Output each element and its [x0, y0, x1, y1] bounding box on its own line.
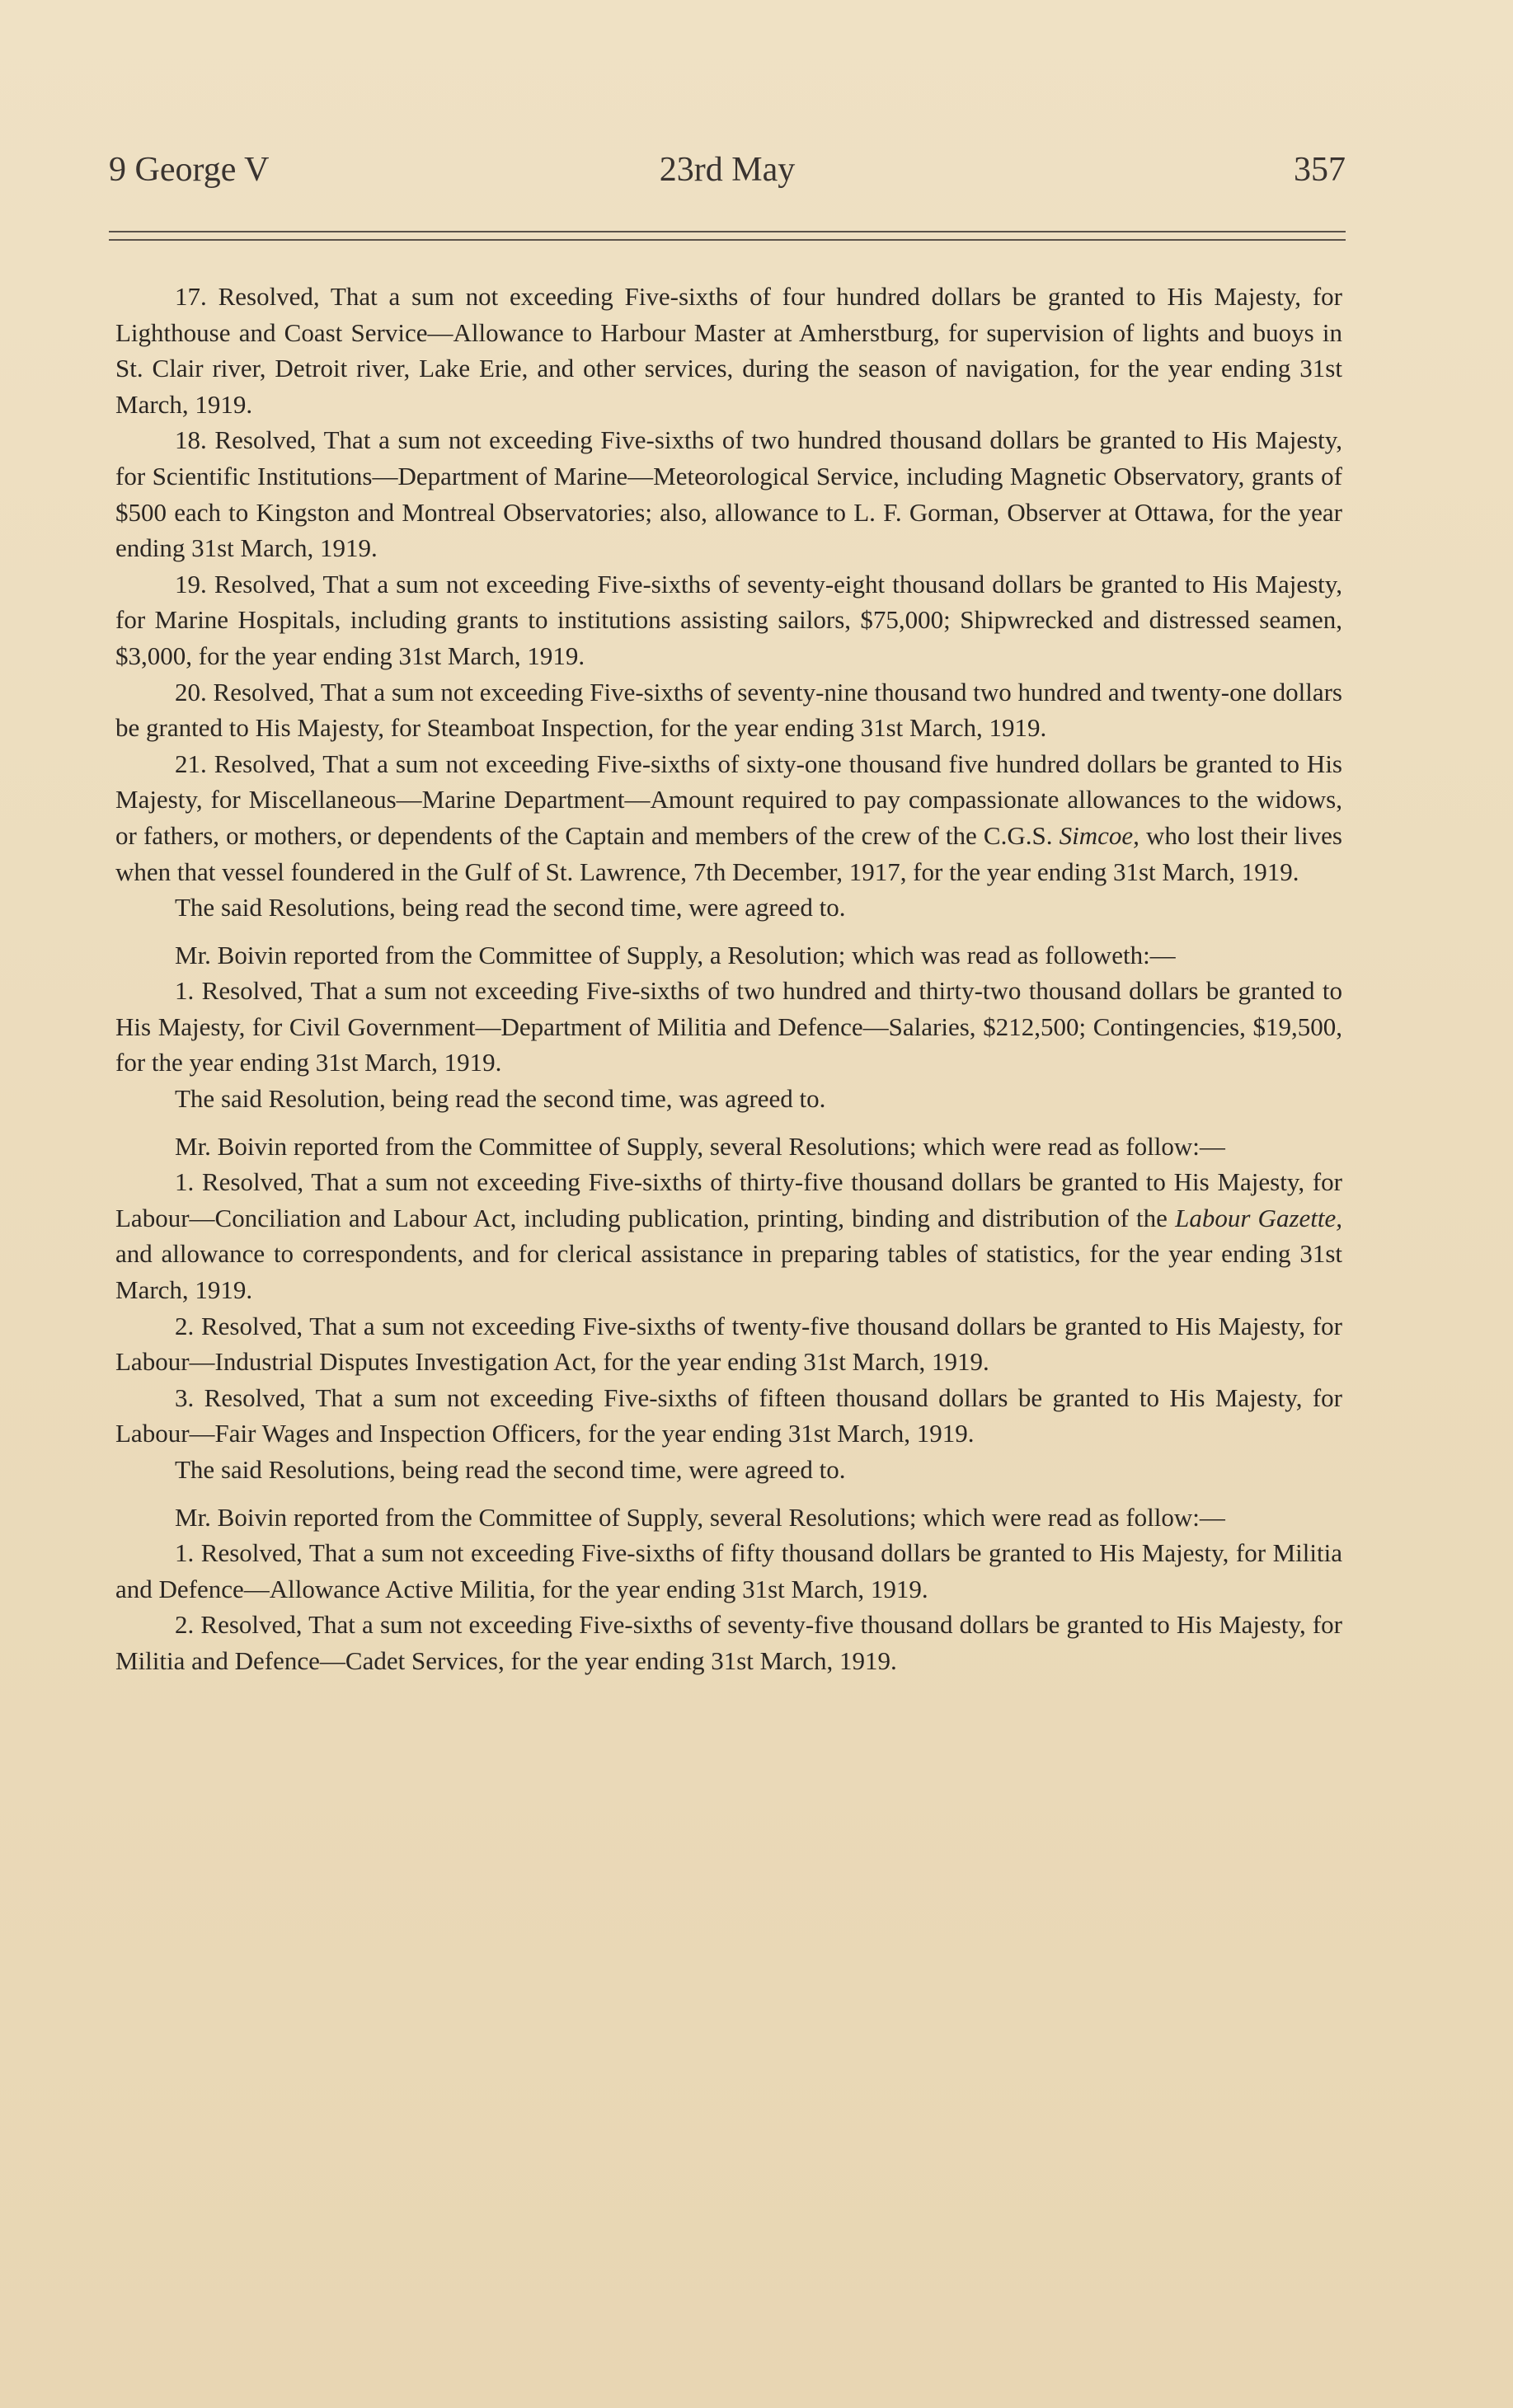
committee-report: Mr. Boivin reported from the Committee of Supply, several Resolutions; which were read as follow:— [175, 1502, 1225, 1532]
publication-name: Labour Gazette, [1175, 1203, 1342, 1232]
resolution-18: 18. Resolved, That a sum not exceeding Five-sixths of two hundred thousand dollars be granted to His Majesty, for Scientific Institutions—Department of Marine—Meteorological Service, including Magnetic Observatory, grants of $500 each to Kingston and Montreal Observatories; also, allowance to L. F. Gorman, Observer at Ottawa, for the year ending 31st March, 1919. [115, 425, 1342, 563]
resolution-labour-1-text-b: and allowance to correspondents, and for clerical assistance in preparing tables of statistics, for the year ending 31st March, 1919. [115, 1239, 1342, 1305]
resolution-21-text-b: who lost their lives when that vessel foundered in the Gulf of St. Lawrence, 7th December, 1917, for the year ending 31st March, 1919. [115, 820, 1342, 886]
page-header [109, 150, 1346, 208]
header-rule-bottom [109, 239, 1346, 241]
resolution-labour-3: 3. Resolved, That a sum not exceeding Five-sixths of fifteen thousand dollars be granted to His Majesty, for Labour—Fair Wages and Inspection Officers, for the year ending 31st March, 1919. [115, 1382, 1342, 1448]
header-rule-top [109, 231, 1346, 232]
resolution-labour-1 [115, 1164, 1342, 1307]
resolution-17: 17. Resolved, That a sum not exceeding Five-sixths of four hundred dollars be granted to His Majesty, for Lighthouse and Coast Service—Allowance to Harbour Master at Amherstburg, for supervision of lights and buoys in St. Clair river, Detroit river, Lake Erie, and other services, during the season of navigation, for the year ending 31st March, 1919. [115, 282, 1342, 419]
resolution-20: 20. Resolved, That a sum not exceeding Five-sixths of seventy-nine thousand two hundred and twenty-one dollars be granted to His Majesty, for Steamboat Inspection, for the year ending 31st March, 1919. [115, 677, 1342, 743]
resolution-labour-1-text-a: 1. Resolved, That a sum not exceeding Five-sixths of thirty-five thousand dollars be granted to His Majesty, for Labour—Conciliation and Labour Act, including publication, printing, binding and distribution of the [115, 1167, 1342, 1232]
resolution-19: 19. Resolved, That a sum not exceeding Five-sixths of seventy-eight thousand dollars be granted to His Majesty, for Marine Hospitals, including grants to institutions assisting sailors, $75,000; Shipwrecked and distressed seamen, $3,000, for the year ending 31st March, 1919. [115, 569, 1342, 670]
regnal-year: 9 George V [109, 151, 270, 189]
ship-name: Simcoe, [1059, 820, 1139, 850]
resolution-21 [115, 746, 1342, 890]
agreement-statement: The said Resolutions, being read the second time, were agreed to. [175, 893, 846, 922]
page-number: 357 [1294, 151, 1346, 189]
committee-report: Mr. Boivin reported from the Committee of Supply, a Resolution; which was read as followeth:— [175, 940, 1176, 969]
agreement-statement: The said Resolutions, being read the second time, were agreed to. [175, 1455, 846, 1484]
agreement-statement: The said Resolution, being read the second time, was agreed to. [175, 1084, 826, 1114]
committee-report: Mr. Boivin reported from the Committee of Supply, several Resolutions; which were read as follow:— [175, 1131, 1225, 1161]
page-date: 23rd May [659, 151, 796, 189]
resolution-21-text-a: 21. Resolved, That a sum not exceeding Five-sixths of sixty-one thousand five hundred dollars be granted to His Majesty, for Miscellaneous—Marine Department—Amount required to pay compassionate allowances to the widows, or fathers, or mothers, or dependents of the Captain and members of the crew of the C.G.S. [115, 749, 1342, 850]
resolution-labour-2: 2. Resolved, That a sum not exceeding Five-sixths of twenty-five thousand dollars be granted to His Majesty, for Labour—Industrial Disputes Investigation Act, for the year ending 31st March, 1919. [115, 1311, 1342, 1377]
resolution-civil-government: 1. Resolved, That a sum not exceeding Five-sixths of two hundred and thirty-two thousand dollars be granted to His Majesty, for Civil Government—Department of Militia and Defence—Salaries, $212,500; Contingencies, $19,500, for the year ending 31st March, 1919. [115, 976, 1342, 1077]
page-body [115, 279, 1342, 1679]
resolution-militia-2: 2. Resolved, That a sum not exceeding Five-sixths of seventy-five thousand dollars be granted to His Majesty, for Militia and Defence—Cadet Services, for the year ending 31st March, 1919. [115, 1610, 1342, 1675]
resolution-militia-1: 1. Resolved, That a sum not exceeding Five-sixths of fifty thousand dollars be granted to His Majesty, for Militia and Defence—Allowance Active Militia, for the year ending 31st March, 1919. [115, 1538, 1342, 1603]
